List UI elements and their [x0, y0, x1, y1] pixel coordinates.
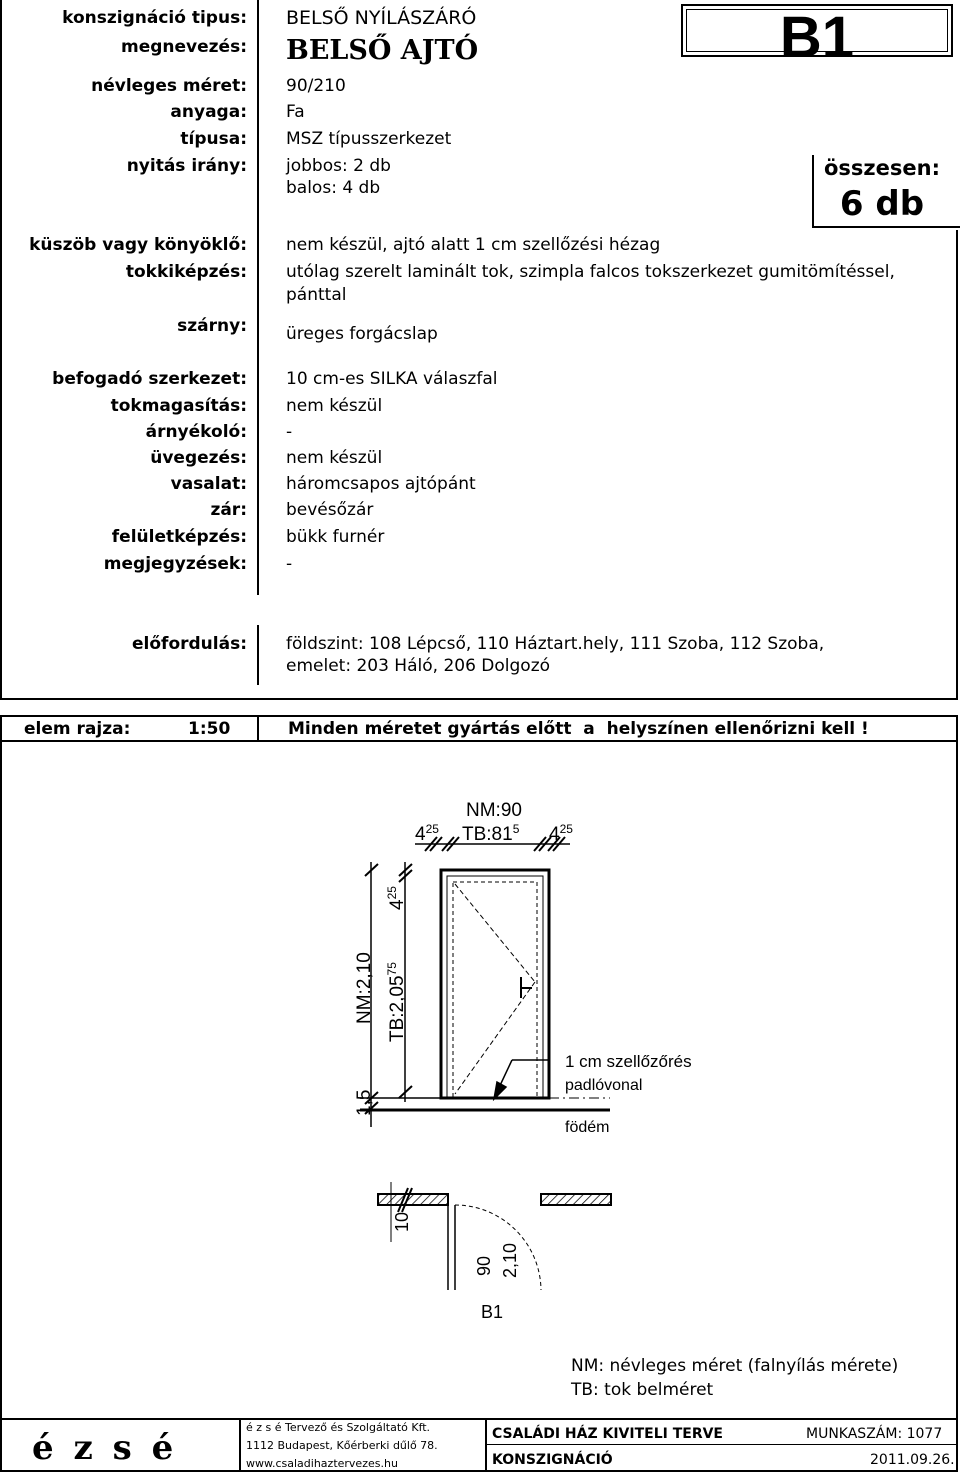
value-nominal-size: 90/210: [286, 76, 346, 96]
door-drawing: [0, 742, 960, 1342]
value-frame-design: utólag szerelt laminált tok, szimpla falcos tokszerkezet gumitömítéssel,: [286, 262, 895, 282]
dim-frame-right-sup: 25: [559, 822, 573, 836]
label-occurrence: előfordulás:: [132, 634, 247, 654]
legend-nm: NM: névleges méret (falnyílás mérete): [571, 1356, 899, 1376]
value-shading: -: [286, 422, 293, 442]
label-leaf: szárny:: [177, 316, 247, 336]
label-host-structure: befogadó szerkezet:: [52, 369, 247, 389]
value-threshold: nem készül, ajtó alatt 1 cm szellőzési hézag: [286, 235, 661, 255]
dim-tb-height-sup: 75: [385, 962, 399, 976]
value-material: Fa: [286, 102, 305, 122]
dim-frame-right-main: 4: [549, 824, 560, 845]
label-threshold: küszöb vagy könyöklő:: [29, 235, 247, 255]
label-name: megnevezés:: [121, 37, 247, 57]
project-title: CSALÁDI HÁZ KIVITELI TERVE: [492, 1426, 723, 1442]
slab-label: födém: [565, 1119, 610, 1136]
value-surface: bükk furnér: [286, 527, 385, 547]
dim-plan-width: 90: [474, 1255, 494, 1276]
dim-frame-left-sup: 25: [425, 822, 439, 836]
value-opening-right: jobbos: 2 db: [286, 156, 391, 176]
value-leaf: üreges forgácslap: [286, 324, 438, 344]
company-address: 1112 Budapest, Kőérberki dűlő 78.: [246, 1439, 438, 1452]
company-name: é z s é Tervező és Szolgáltató Kft.: [246, 1421, 431, 1434]
dim-floor: 1,5: [354, 1089, 375, 1116]
dim-plan-height: 2,10: [500, 1242, 520, 1278]
drawing-scale: 1:50: [188, 719, 231, 739]
dim-frame-top-sup: 25: [385, 886, 399, 900]
drawing-bar: [0, 715, 958, 742]
total-label: összesen:: [824, 156, 940, 180]
label-material: anyaga:: [170, 102, 247, 122]
doc-date: 2011.09.26.: [870, 1452, 955, 1468]
drawing-bar-label: elem rajza:: [24, 719, 131, 739]
doc-type: KONSZIGNÁCIÓ: [492, 1452, 613, 1468]
value-notes: -: [286, 554, 293, 574]
label-consignment-type: konszignáció tipus:: [62, 8, 247, 28]
label-opening-direction: nyitás irány:: [126, 156, 247, 176]
dim-tb-width-main: TB:81: [462, 824, 513, 845]
label-frame-design: tokkiképzés:: [125, 262, 247, 282]
total-value: 6 db: [839, 184, 925, 224]
label-shading: árnyékoló:: [145, 422, 247, 442]
value-glazing: nem készül: [286, 448, 383, 468]
value-frame-extension: nem készül: [286, 396, 383, 416]
dim-tb-width-sup: 5: [512, 822, 520, 836]
value-host-structure: 10 cm-es SILKA válaszfal: [286, 369, 498, 389]
dim-wall: 10: [392, 1211, 412, 1232]
label-hardware: vasalat:: [170, 474, 247, 494]
value-occurrence-2: emelet: 203 Háló, 206 Dolgozó: [286, 656, 551, 676]
fields-table: [0, 0, 960, 700]
label-type: típusa:: [180, 129, 247, 149]
legend-tb: TB: tok belméret: [571, 1380, 714, 1400]
dim-frame-left: [415, 822, 439, 845]
label-nominal-size: névleges méret:: [91, 76, 247, 96]
value-frame-design-2: pánttal: [286, 285, 347, 305]
vent-label: 1 cm szellőzőrés: [565, 1052, 692, 1071]
dim-nm-width: NM:90: [466, 800, 522, 821]
drawing-note: Minden méretet gyártás előtt a helyszínen ellenőrizni kell !: [288, 719, 869, 739]
value-type: MSZ típusszerkezet: [286, 129, 452, 149]
floor-line-label: padlóvonal: [565, 1077, 643, 1094]
value-name: BELSŐ AJTÓ: [286, 35, 479, 66]
label-glazing: üvegezés:: [150, 448, 247, 468]
element-code: B1: [779, 5, 855, 70]
company-web[interactable]: www.csaladihaztervezes.hu: [246, 1457, 398, 1470]
company-logo: é z s é: [32, 1428, 178, 1468]
label-frame-extension: tokmagasítás:: [110, 396, 247, 416]
label-lock: zár:: [210, 500, 247, 520]
label-notes: megjegyzések:: [103, 554, 247, 574]
plan-code: B1: [481, 1302, 504, 1322]
dim-tb-height-main: TB:2,05: [387, 975, 408, 1042]
value-lock: bevésőzár: [286, 500, 374, 520]
dim-tb-width: [462, 822, 520, 845]
job-number: MUNKASZÁM: 1077: [806, 1426, 943, 1442]
label-surface: felületképzés:: [111, 527, 247, 547]
dim-nm-height: NM:2,10: [354, 952, 375, 1024]
value-hardware: háromcsapos ajtópánt: [286, 474, 476, 494]
value-opening-left: balos: 4 db: [286, 178, 381, 198]
dim-frame-left-main: 4: [415, 824, 426, 845]
value-consignment-type: BELSŐ NYÍLÁSZÁRÓ: [286, 7, 477, 29]
footer: [0, 1418, 958, 1472]
value-occurrence-1: földszint: 108 Lépcső, 110 Háztart.hely, 111 Szoba, 112 Szoba,: [286, 634, 825, 654]
dim-frame-top-main: 4: [387, 899, 408, 910]
